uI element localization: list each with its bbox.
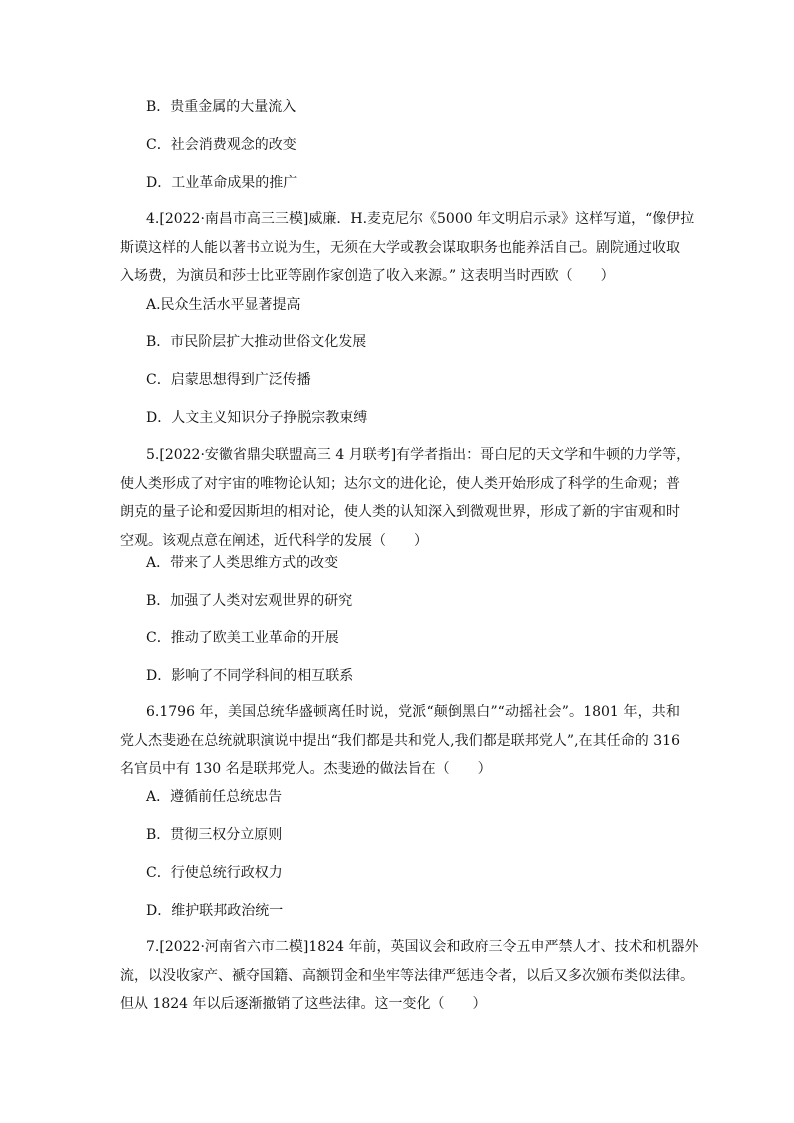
q7-stem: [120, 933, 699, 1019]
q4-stem-line: 入场费，为演员和莎士比亚等剧作家创造了收入来源。” 这表明当时西欧（ ）: [120, 268, 615, 284]
q7-stem-line: 流，以没收家产、褫夺国籍、高额罚金和坐牢等法律严惩违令者，以后又多次颁布类似法律。: [120, 967, 694, 984]
q3-option-b: B．贵重金属的大量流入: [146, 99, 297, 115]
q5-option-d: D．影响了不同学科间的相互联系: [146, 668, 354, 684]
q4-option-b: B．市民阶层扩大推动世俗文化发展: [146, 334, 367, 350]
q5-stem-line: 使人类形成了对宇宙的唯物论认知；达尔文的进化论，使人类开始形成了科学的生命观；普: [120, 475, 680, 492]
q4-stem: [120, 205, 695, 291]
q5-option-c: C．推动了欧美工业革命的开展: [146, 630, 339, 646]
q3-option-d: D．工业革命成果的推广: [146, 175, 298, 191]
q5-stem-line: 空观。该观点意在阐述，近代科学的发展（ ）: [120, 532, 428, 549]
q7-stem-line: 7.[2022·河南省六市二模]1824 年前，英国议会和政府三令五申严禁人才、技术和机器外: [146, 939, 699, 955]
q4-option-d: D．人文主义知识分子挣脱宗教束缚: [146, 410, 368, 426]
q6-stem-line: 名官员中有 130 名是联邦党人。杰斐逊的做法旨在（ ）: [120, 761, 492, 777]
q6-option-b: B．贯彻三权分立原则: [146, 827, 283, 843]
q6-option-a: A．遵循前任总统忠告: [146, 789, 283, 805]
q6-stem-line: 党人杰斐逊在总统就职演说中提出“我们都是共和党人,我们都是联邦党人”,在其任命的 316: [120, 732, 680, 749]
q4-stem-line: 斯谟这样的人能以著书立说为生，无须在大学或教会谋取职务也能养活自己。剧院通过收取: [120, 239, 680, 256]
q5-stem-line: 5.[2022·安徽省鼎尖联盟高三 4 月联考]有学者指出：哥白尼的天文学和牛顿的力学等，: [146, 447, 691, 463]
q4-stem-line: 4.[2022·南昌市高三三模]威廉．H.麦克尼尔《5000 年文明启示录》这样写道，“像伊拉: [146, 211, 695, 227]
q4-option-c: C．启蒙思想得到广泛传播: [146, 372, 311, 388]
q6-option-c: C．行使总统行政权力: [146, 865, 283, 881]
q3-option-c: C．社会消费观念的改变: [146, 137, 297, 153]
q5-stem: [120, 441, 691, 555]
q4-option-a: A.民众生活水平显著提高: [146, 297, 301, 313]
q6-stem-line: 6.1796 年，美国总统华盛顿离任时说，党派“颠倒黑白”“动摇社会”。1801 年，共和: [146, 704, 680, 720]
q5-option-a: A．带来了人类思维方式的改变: [146, 555, 339, 571]
q7-stem-line: 但从 1824 年以后逐渐撤销了这些法律。这一变化（ ）: [120, 996, 487, 1012]
q6-option-d: D．维护联邦政治统一: [146, 903, 284, 919]
q5-stem-line: 朗克的量子论和爱因斯坦的相对论，使人类的认知深入到微观世界，形成了新的宇宙观和时: [120, 504, 680, 520]
q6-stem: [120, 698, 680, 784]
q5-option-b: B．加强了人类对宏观世界的研究: [146, 593, 353, 609]
